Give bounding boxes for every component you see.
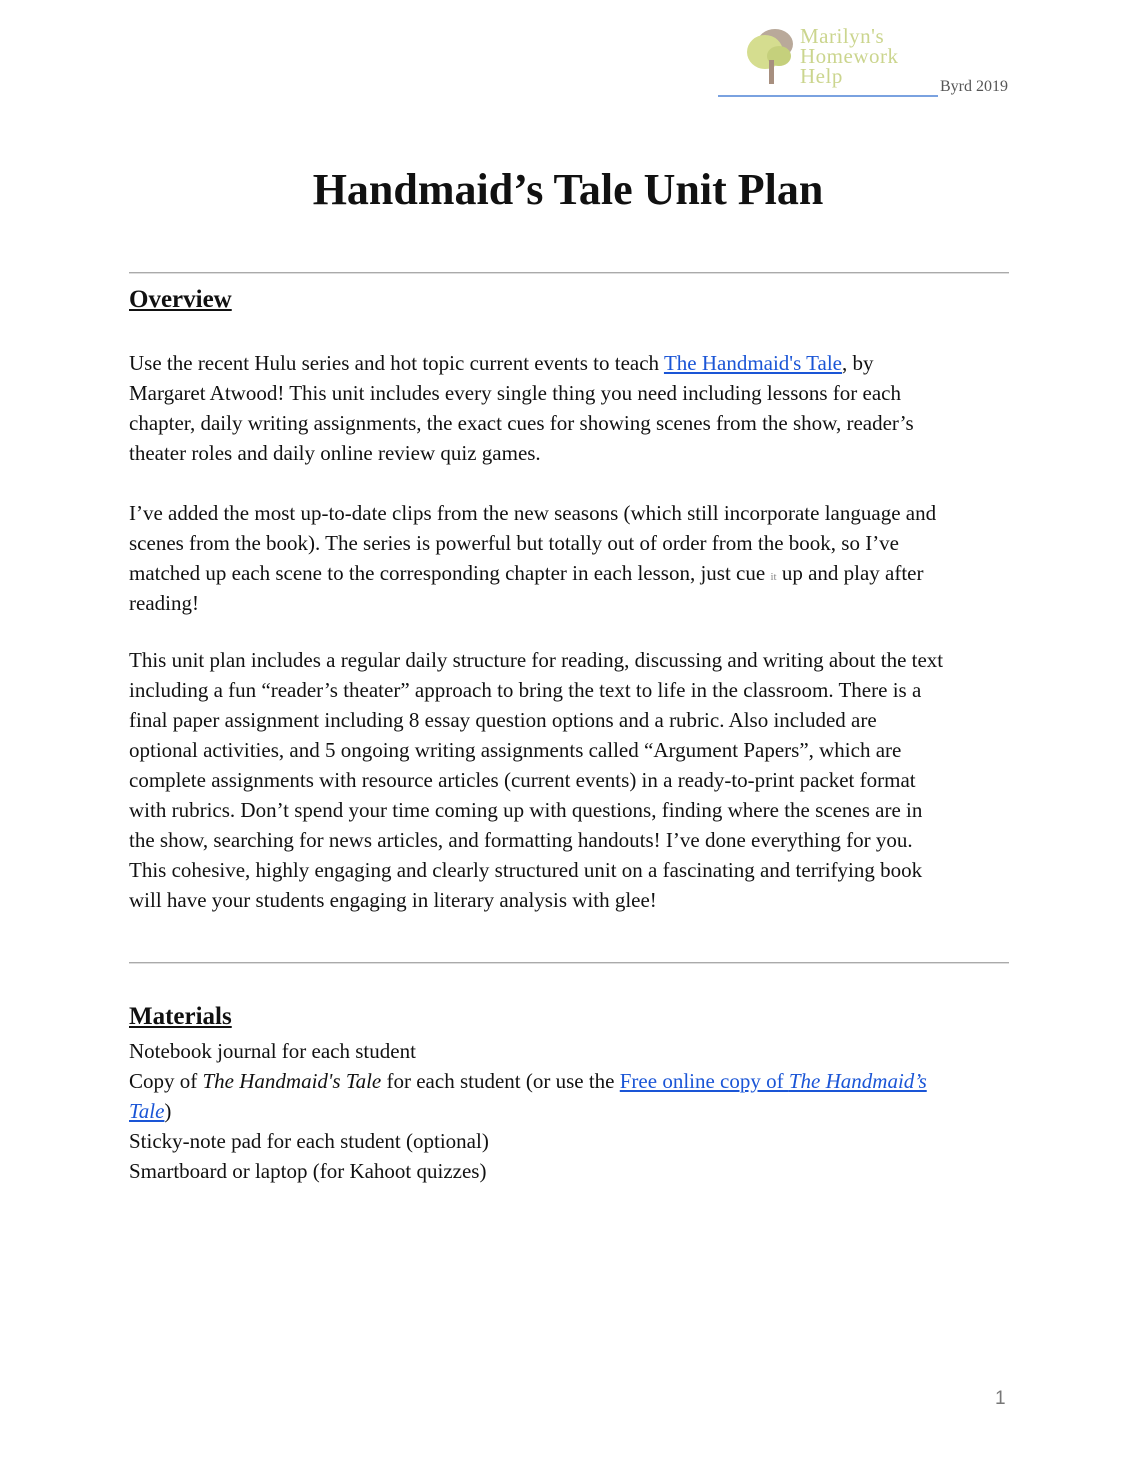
text: , by bbox=[841, 351, 874, 375]
text-line: This unit plan includes a regular daily structure for reading, discussing and writing about the text bbox=[129, 648, 944, 672]
free-online-copy-link-continued[interactable]: Tale bbox=[129, 1099, 165, 1123]
text: it bbox=[770, 571, 777, 583]
divider bbox=[129, 962, 1009, 964]
overview-paragraph-2 bbox=[129, 498, 936, 618]
free-online-copy-link[interactable]: Free online copy of The Handmaid’s bbox=[619, 1069, 927, 1093]
text: Copy of bbox=[129, 1069, 203, 1093]
text-line: scenes from the book). The series is powerful but totally out of order from the book, so I’ve bbox=[129, 531, 900, 555]
text-line: Margaret Atwood! This unit includes every single thing you need including lessons for each bbox=[129, 381, 901, 405]
logo-text-line: Help bbox=[800, 64, 843, 88]
materials-heading: Materials bbox=[129, 1003, 232, 1030]
overview-paragraph-3 bbox=[129, 645, 943, 915]
author-year: Byrd 2019 bbox=[940, 78, 1008, 95]
list-item: Smartboard or laptop (for Kahoot quizzes) bbox=[129, 1159, 487, 1183]
text-line: with rubrics. Don’t spend your time coming up with questions, finding where the scenes are in bbox=[129, 798, 923, 822]
tree-icon bbox=[745, 26, 797, 86]
logo-text-line: Homework bbox=[800, 44, 899, 68]
handmaids-tale-link[interactable]: The Handmaid's Tale bbox=[663, 351, 842, 375]
text-line: This cohesive, highly engaging and clearly structured unit on a fascinating and terrifying book bbox=[129, 858, 923, 882]
logo bbox=[745, 26, 915, 88]
text-line: the show, searching for news articles, and formatting handouts! I’ve done everything for you. bbox=[129, 828, 913, 852]
logo-text-line: Marilyn's bbox=[800, 24, 885, 48]
text: Use the recent Hulu series and hot topic current events to teach bbox=[129, 351, 664, 375]
text-line: theater roles and daily online review quiz games. bbox=[129, 441, 541, 465]
list-item bbox=[129, 1066, 927, 1096]
materials-list bbox=[129, 1036, 927, 1186]
list-item: Sticky-note pad for each student (optional) bbox=[129, 1129, 489, 1153]
text-line: chapter, daily writing assignments, the exact cues for showing scenes from the show, reader’s bbox=[129, 411, 914, 435]
text-line: including a fun “reader’s theater” approach to bring the text to life in the classroom. There is a bbox=[129, 678, 922, 702]
book-title: The Handmaid's Tale bbox=[202, 1069, 382, 1093]
page-number: 1 bbox=[995, 1388, 1006, 1409]
divider bbox=[129, 272, 1009, 274]
text-line: optional activities, and 5 ongoing writing assignments called “Argument Papers”, which are bbox=[129, 738, 902, 762]
overview-heading: Overview bbox=[129, 286, 232, 313]
text: for each student (or use the bbox=[381, 1069, 620, 1093]
text-line: final paper assignment including 8 essay question options and a rubric. Also included are bbox=[129, 708, 877, 732]
text-line: I’ve added the most up-to-date clips from the new seasons (which still incorporate language and bbox=[129, 501, 937, 525]
list-item: Notebook journal for each student bbox=[129, 1039, 416, 1063]
text-line: will have your students engaging in literary analysis with glee! bbox=[129, 888, 657, 912]
text: matched up each scene to the corresponding chapter in each lesson, just cue bbox=[129, 561, 771, 585]
text: up and play after bbox=[776, 561, 924, 585]
text-line: reading! bbox=[129, 591, 199, 615]
overview-paragraph-1 bbox=[129, 348, 914, 468]
page-title: Handmaid’s Tale Unit Plan bbox=[312, 165, 824, 214]
text-line: complete assignments with resource articles (current events) in a ready-to-print packet format bbox=[129, 768, 916, 792]
header-rule bbox=[718, 95, 938, 97]
text: ) bbox=[164, 1099, 172, 1123]
